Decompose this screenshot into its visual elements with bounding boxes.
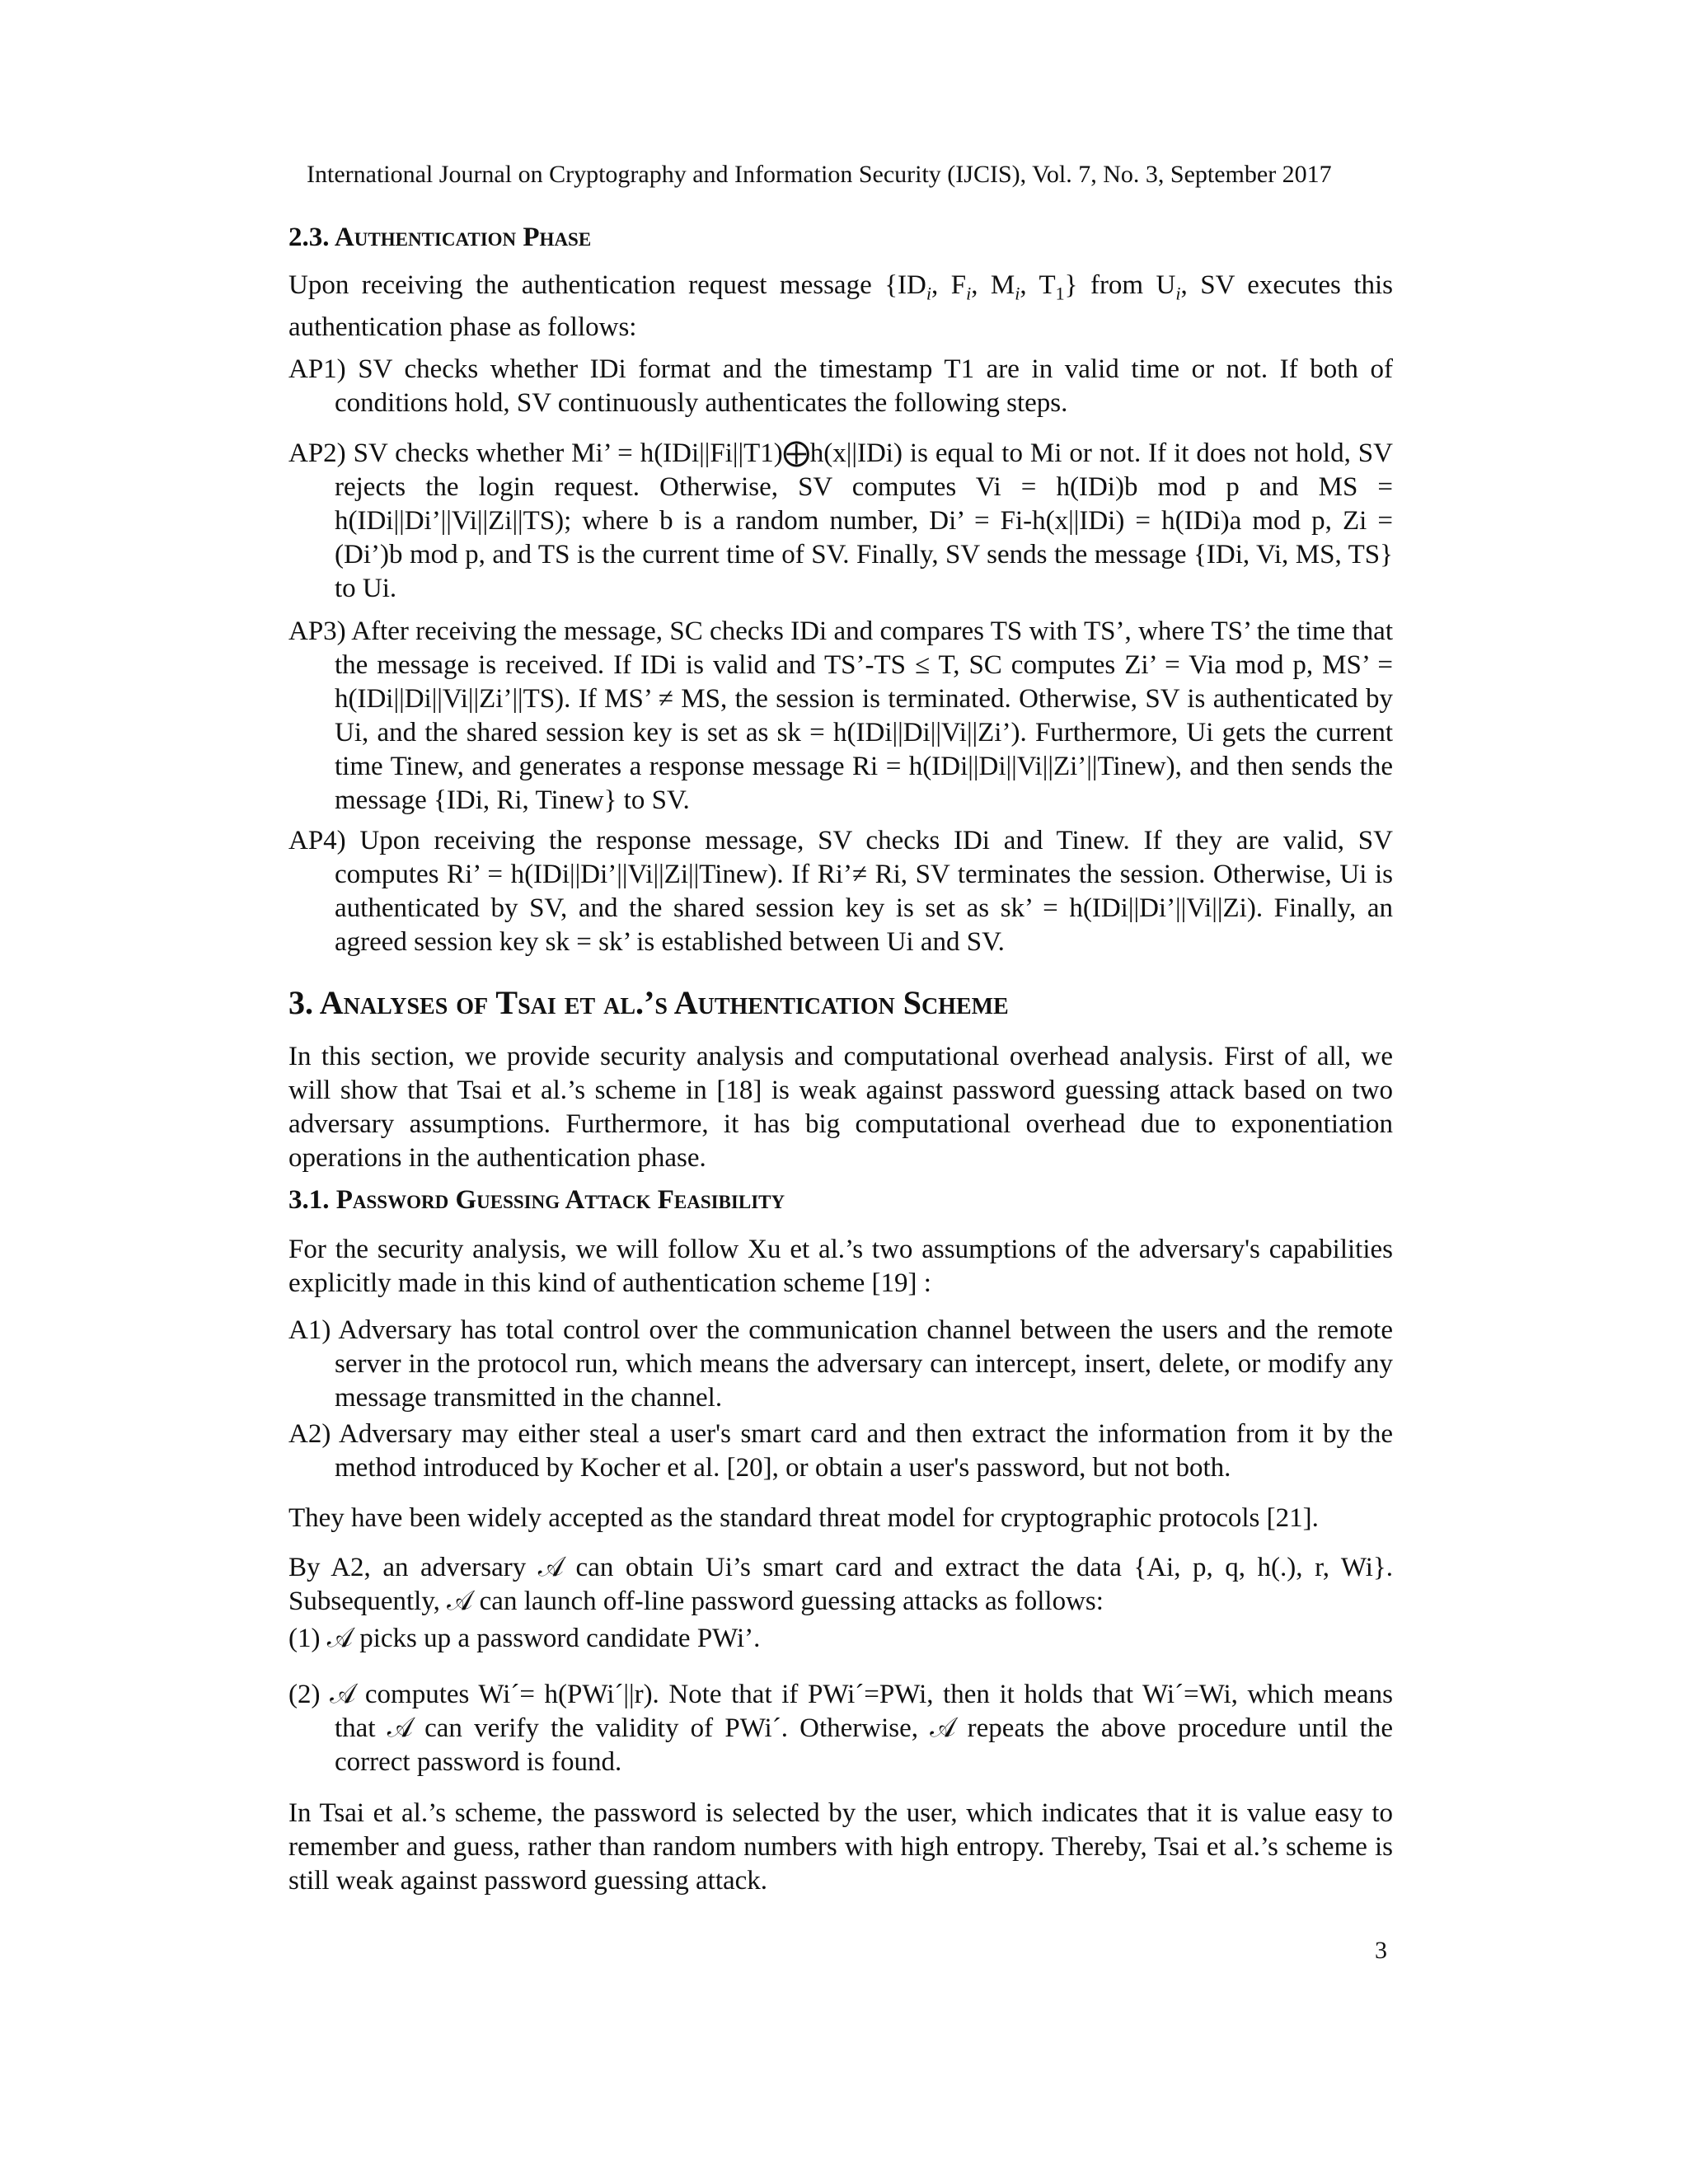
section-3-intro: In this section, we provide security analysis and computational overhead analysis. First of all, we will show that Tsai et al.’s scheme in [18] is weak against password guessing attack based on two adversary assumptions. Furthermore, it has big computational overhead due to exponentiation operations in the authentication phase. (288, 1042, 1393, 1173)
section-3-1-intro: For the security analysis, we will follow Xu et al.’s two assumptions of the adversary's capabilities explicitly made in this kind of authentication scheme [19] : (288, 1235, 1393, 1298)
section-2-3-intro: Upon receiving the authentication request message {$ID_i$, $F_i$, $M_i$, $T_1$} from $U_i$, SV executes this authentication phase as follows: (288, 270, 1394, 342)
step-ap2: AP2) SV checks whether Mi’ = h(IDi||Fi||T1)⨁h(x||IDi) is equal to Mi or not. If it does not hold, SV rejects the login request. Otherwise, SV computes Vi = h(IDi)b mod p and MS = h(IDi||Di’||Vi||Zi||TS); where b is a random number, Di’ = Fi-h(x||IDi) = h(IDi)a mod p, Zi = (Di’)b mod p, and TS is the current time of SV. Finally, SV sends the message {IDi, Vi, MS, TS} to Ui. (288, 438, 1393, 603)
step-ap1: AP1) SV checks whether IDi format and the timestamp T1 are in valid time or not. If both of conditions hold, SV continuously authenticates the following steps. (288, 354, 1393, 418)
step-ap4: AP4) Upon receiving the response message, SV checks IDi and Tinew. If they are valid, SV computes Ri’ = h(IDi||Di’||Vi||Zi||Tinew). If Ri’≠ Ri, SV terminates the session. Otherwise, Ui is authenticated by SV, and the shared session key is set as sk’ = h(IDi||Di’||Vi||Zi). Finally, an agreed session key sk = sk’ is established between Ui and SV. (288, 826, 1393, 957)
running-header: International Journal on Cryptography and Information Security (IJCIS), Vol. 7, No. 3, September 2017 (307, 161, 1332, 188)
attack-intro: By A2, an adversary 𝒜 can obtain Ui’s smart card and extract the data {Ai, p, q, h(.), r, Wi}. Subsequently, 𝒜 can launch off-line password guessing attacks as follows: (288, 1553, 1393, 1616)
assumption-a2: A2) Adversary may either steal a user's smart card and then extract the information from it by the method introduced by Kocher et al. [20], or obtain a user's password, but not both. (288, 1419, 1393, 1483)
threat-model-note: They have been widely accepted as the standard threat model for cryptographic protocols [21]. (288, 1503, 1319, 1533)
section-2-3-title: 2.3. Authentication Phase (288, 223, 592, 252)
page-number: 3 (1375, 1937, 1387, 1964)
assumption-a1: A1) Adversary has total control over the communication channel between the users and the remote server in the protocol run, which means the adversary can intercept, insert, delete, or modify any message transmitted in the channel. (288, 1315, 1393, 1413)
attack-step-2: (2) 𝒜 computes Wi´= h(PWi´||r). Note that if PWi´=PWi, then it holds that Wi´=Wi, which means that 𝒜 can verify the validity of PWi´. Otherwise, 𝒜 repeats the above procedure until the correct password is found. (288, 1680, 1393, 1777)
attack-step-1: (1) 𝒜 picks up a password candidate PWi’. (288, 1624, 761, 1653)
section-3-1-title: 3.1. Password Guessing Attack Feasibility (288, 1185, 785, 1215)
step-ap3: AP3) After receiving the message, SC checks IDi and compares TS with TS’, where TS’ the time that the message is received. If IDi is valid and TS’-TS ≤ T, SC computes Zi’ = Via mod p, MS’ = h(IDi||Di||Vi||Zi’||TS). If MS’ ≠ MS, the session is terminated. Otherwise, SV is authenticated by Ui, and the shared session key is set as sk = h(IDi||Di||Vi||Zi’). Furthermore, Ui gets the current time Tinew, and generates a response message Ri = h(IDi||Di||Vi||Zi’||Tinew), and then sends the message {IDi, Ri, Tinew} to SV. (288, 616, 1393, 815)
section-3-title: 3. Analyses of Tsai et al.’s Authentication Scheme (288, 984, 1009, 1021)
section-3-1-conclusion: In Tsai et al.’s scheme, the password is selected by the user, which indicates that it is value easy to remember and guess, rather than random numbers with high entropy. Thereby, Tsai et al.’s scheme is still weak against password guessing attack. (288, 1798, 1393, 1896)
